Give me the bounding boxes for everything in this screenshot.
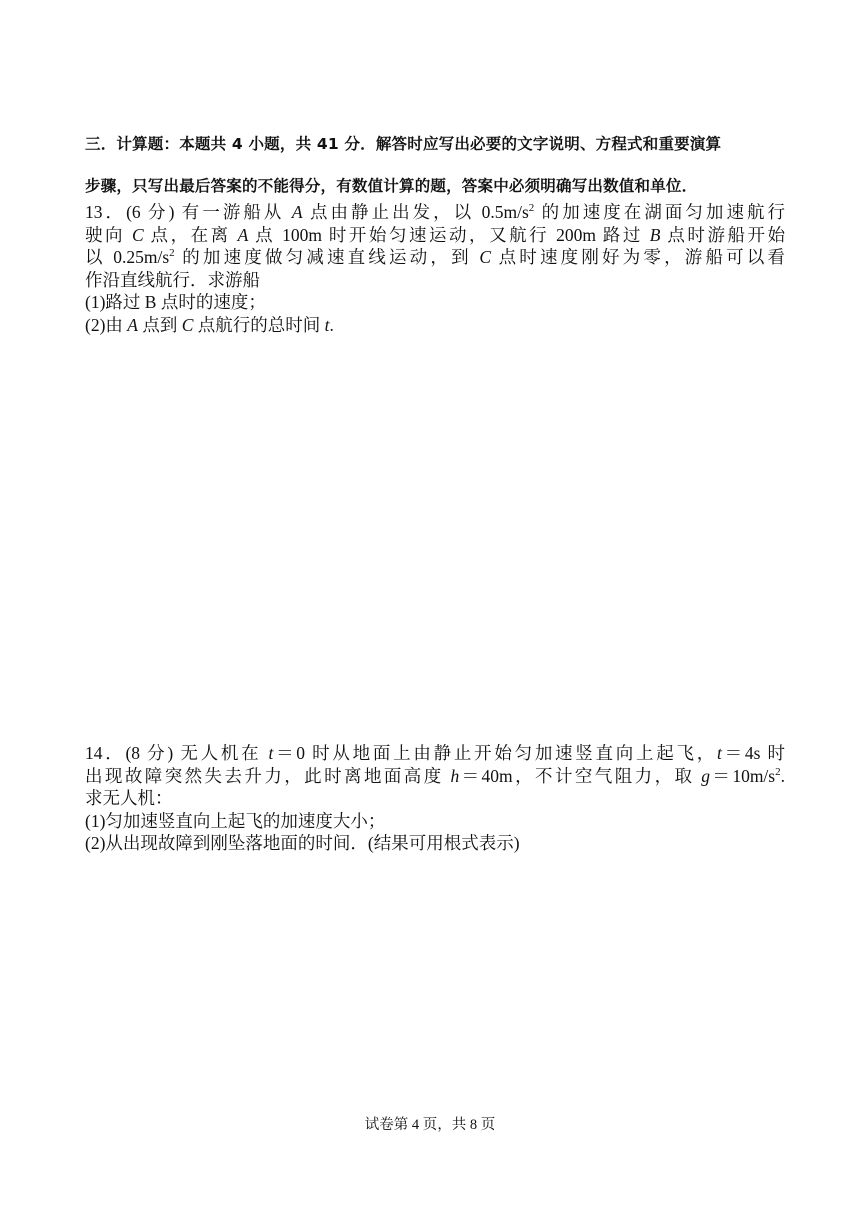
question-13-line-2: 驶向 C 点，在离 A 点 100m 时开始匀速运动，又航行 200m 路过 B 点时游船开始 — [85, 224, 786, 245]
question-13-line-3: 以 $0.25m/s^2$ 的加速度做匀减速直线运动，到 C 点时速度刚好为零，游船可以看 — [85, 247, 785, 267]
question-13-line-1: 13．(6 分) 有一游船从 A 点由静止出发，以 $0.5m/s^2$ 的加速度在湖面匀加速航行 — [85, 202, 786, 222]
section-heading-line-1: 三．计算题：本题共 4 小题，共 41 分．解答时应写出必要的文字说明、方程式和重要演算 — [85, 135, 722, 153]
question-14-line-2: 出现故障突然失去升力，此时离地面高度 h＝40m，不计空气阻力，取 $g=10m/s^2$. — [85, 765, 785, 786]
question-13 — [85, 201, 785, 336]
question-13-part-2: (2)由 A 点到 C 点航行的总时间 t. — [85, 314, 334, 335]
question-13-part-1: (1)路过 B 点时的速度； — [85, 292, 266, 312]
question-score: (8 分) — [125, 743, 174, 763]
question-score: (6 分) — [126, 202, 175, 222]
question-14-part-1: (1)匀加速竖直向上起飞的加速度大小； — [85, 810, 386, 831]
question-14-line-3: 求无人机： — [85, 788, 173, 808]
question-number: 14． — [85, 743, 126, 763]
question-number: 13． — [85, 202, 127, 222]
question-14-part-2: (2)从出现故障到刚坠落地面的时间．(结果可用根式表示) — [85, 833, 520, 853]
page-footer: 试卷第 4 页，共 8 页 — [364, 1117, 496, 1133]
question-14 — [85, 742, 785, 855]
section-heading-line-2: 步骤，只写出最后答案的不能得分，有数值计算的题，答案中必须明确写出数值和单位． — [85, 177, 698, 195]
question-14-line-1: 14．(8 分) 无人机在 t＝0 时从地面上由静止开始匀加速竖直向上起飞，t＝4s 时 — [85, 743, 786, 763]
question-13-line-4: 作沿直线航行．求游船 — [85, 269, 260, 290]
